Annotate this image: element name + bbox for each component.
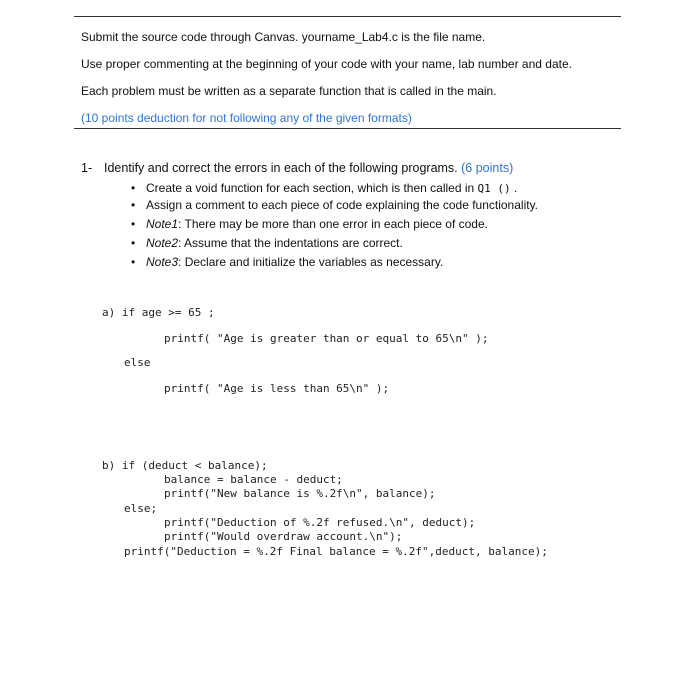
instruction-functions: Each problem must be written as a separate function that is called in the main.: [81, 84, 497, 98]
bullet-void-function: [146, 180, 517, 197]
code-a-line-3: else: [124, 356, 151, 369]
code-a-line-2: printf( "Age is greater than or equal to 65\n" );: [164, 332, 489, 345]
bottom-rule: [74, 128, 621, 129]
bullet-code: Q1 (): [477, 182, 511, 195]
instruction-deduction: (10 points deduction for not following any of the given formats): [81, 111, 412, 125]
note2-text: : Assume that the indentations are correct.: [178, 236, 403, 250]
code-b-line-5: printf("Deduction of %.2f refused.\n", deduct);: [164, 516, 476, 529]
code-b-line-3: printf("New balance is %.2f\n", balance);: [164, 487, 436, 500]
question-points: (6 points): [461, 161, 514, 175]
question-number: 1-: [81, 161, 93, 175]
bullet-note1: [146, 216, 488, 232]
code-b-line-6: printf("Would overdraw account.\n");: [164, 530, 403, 543]
code-b-line-1: b) if (deduct < balance);: [102, 459, 268, 472]
instruction-commenting: Use proper commenting at the beginning of your code with your name, lab number and date.: [81, 57, 572, 71]
code-b-line-4: else;: [124, 502, 158, 515]
instruction-submit: Submit the source code through Canvas. yourname_Lab4.c is the file name.: [81, 30, 486, 44]
top-rule: [74, 16, 621, 17]
code-a-line-1: a) if age >= 65 ;: [102, 306, 215, 319]
bullet-period: .: [514, 181, 518, 195]
code-b-line-2: balance = balance - deduct;: [164, 473, 343, 486]
bullet-note3: [146, 254, 443, 270]
code-b-line-7: printf("Deduction = %.2f Final balance = %.2f",deduct, balance);: [124, 545, 548, 558]
note3-label: Note3: [146, 255, 179, 269]
bullet-note2: [146, 235, 403, 251]
bullet-comment: • Assign a comment to each piece of code explaining the code functionality.: [146, 197, 538, 213]
note1-label: Note1: [146, 217, 179, 231]
code-a-line-4: printf( "Age is less than 65\n" );: [164, 382, 390, 395]
question-text: Identify and correct the errors in each of the following programs.: [104, 161, 458, 175]
note3-text: : Declare and initialize the variables as necessary.: [178, 255, 444, 269]
note2-label: Note2: [146, 236, 179, 250]
question-1: [81, 160, 513, 176]
note1-text: : There may be more than one error in each piece of code.: [178, 217, 488, 231]
bullet-text: Create a void function for each section, which is then called in: [146, 181, 475, 195]
